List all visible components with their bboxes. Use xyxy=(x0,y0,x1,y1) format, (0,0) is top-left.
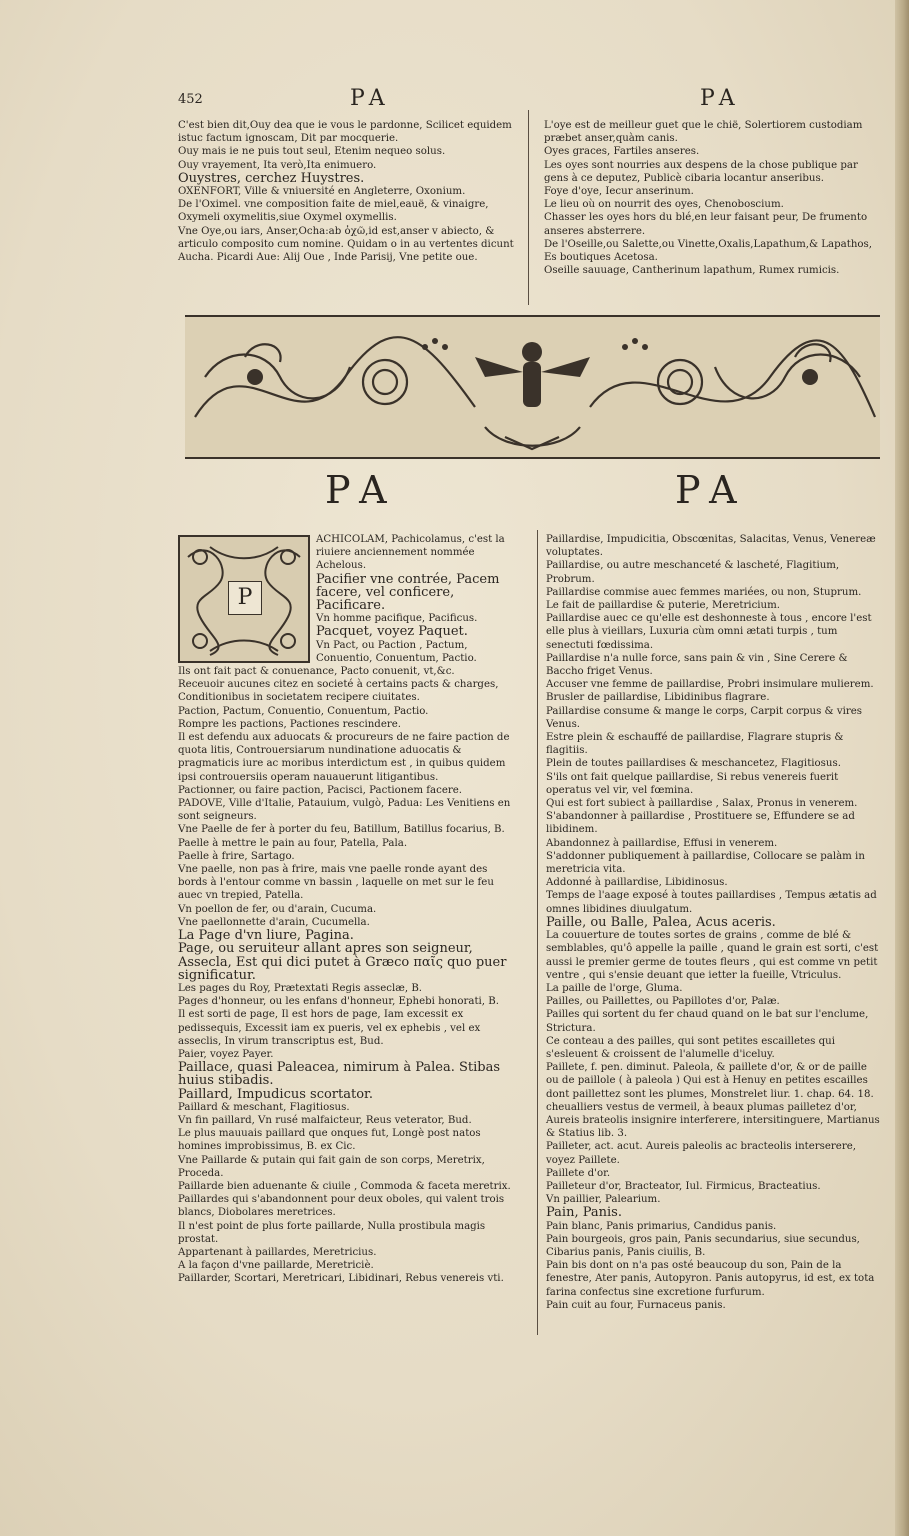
dictionary-entry: Il est sorti de page, Il est hors de page, Iam excessit ex pedissequis, Excessit iam ex pueris, vel ex ephebis , vel ex asseclis, In virum transcriptus est, Bud. xyxy=(178,1009,481,1047)
dictionary-entry: Ouystres, cerchez Huystres. xyxy=(178,170,365,186)
dictionary-entry: Les oyes sont nourries aux despens de la chose publique par gens à ce deputez, Publicè cibaria locantur anseribus. xyxy=(544,159,858,184)
dictionary-entry: Ouy vrayement, Ita verò,Ita enimuero. xyxy=(178,159,377,171)
dictionary-entry: Pain cuit au four, Furnaceus panis. xyxy=(546,1299,726,1311)
dictionary-entry: Paillete d'or. xyxy=(546,1167,611,1179)
initial-letter: P xyxy=(228,581,262,615)
dictionary-entry: Ouy mais ie ne puis tout seul, Etenim nequeo solus. xyxy=(178,146,446,158)
column-rule-main xyxy=(537,530,538,1335)
dictionary-entry: Appartenant à paillardes, Meretricius. xyxy=(178,1246,377,1258)
dictionary-entry: S'addonner publiquement à paillardise, Collocare se palàm in meretricia vita. xyxy=(546,850,865,876)
dictionary-entry: Pailles qui sortent du fer chaud quand on le bat sur l'enclume, Strictura. xyxy=(546,1009,869,1034)
main-left-column xyxy=(178,533,518,1286)
dictionary-entry: Ce conteau a des pailles, qui sont petites escailletes qui s'esleuent & croissent de l'alumelle d'iceluy. xyxy=(546,1035,835,1060)
dictionary-entry: Vne Oye,ou iars, Anser,Ocha:ab ὀχῶ,id est,anser v abiecto, & articulo composito cum nomine. Quidam o in au vertentes dicunt Aucha. Picardi Aue: Alij Oue , Inde Parisij, Vne petite oue. xyxy=(178,225,514,264)
dictionary-entry: Paillace, quasi Paleacea, nimirum à Palea. Stibas huius stibadis. xyxy=(178,1060,501,1089)
dictionary-entry: Paillardes qui s'abandonnent pour deux oboles, qui valent trois blancs, Diobolares meretrices. xyxy=(178,1194,505,1219)
dictionary-entry: Vne paellonnette d'arain, Cucumella. xyxy=(178,916,370,928)
section-head-left: PA xyxy=(325,468,399,512)
dictionary-entry: Pain bis dont on n'a pas osté beaucoup du son, Pain de la fenestre, Ater panis, Autopyron. Panis autopyrus, id est, ex tota farina confectus sine excretione furfurum. xyxy=(546,1260,875,1298)
dictionary-entry: S'ils ont fait quelque paillardise, Si rebus venereis fuerit operatus vel vir, vel fœmina. xyxy=(546,771,839,796)
dictionary-entry: Pain, Panis. xyxy=(546,1205,622,1221)
dictionary-entry: Pain blanc, Panis primarius, Candidus panis. xyxy=(546,1220,777,1232)
dictionary-entry: OXENFORT, Ville & vniuersité en Angleterre, Oxonium. xyxy=(178,186,466,198)
dictionary-entry: De l'Oseille,ou Salette,ou Vinette,Oxalis,Lapathum,& Lapathos, Es boutiques Acetosa. xyxy=(544,238,872,264)
dictionary-entry: S'abandonner à paillardise , Prostituere se, Effundere se ad libidinem. xyxy=(546,811,855,836)
dictionary-entry: Vn paillier, Palearium. xyxy=(546,1194,661,1206)
dictionary-entry: Plein de toutes paillardises & meschancetez, Flagitiosus. xyxy=(546,758,841,770)
running-head-left: PA xyxy=(350,86,391,111)
ornament-scroll-icon xyxy=(185,317,880,457)
dictionary-entry: Vne Paelle de fer à porter du feu, Batillum, Batillus focarius, B. xyxy=(178,824,505,836)
dictionary-entry: Brusler de paillardise, Libidinibus flagrare. xyxy=(546,692,770,704)
dictionary-entry: Pailleteur d'or, Bracteator, Iul. Firmicus, Bracteatius. xyxy=(546,1180,821,1192)
dictionary-entry: La paille de l'orge, Gluma. xyxy=(546,982,683,994)
dictionary-entry: Pacifier vne contrée, Pacem facere, vel conficere, Pacificare. xyxy=(316,571,500,614)
dictionary-entry: Oyes graces, Fartiles anseres. xyxy=(544,146,700,158)
dictionary-entry: Foye d'oye, Iecur anserinum. xyxy=(544,186,694,198)
dictionary-entry: Chasser les oyes hors du blé,en leur faisant peur, De frumento anseres absterrere. xyxy=(544,212,868,237)
dictionary-entry: Paelle à frire, Sartago. xyxy=(178,850,295,862)
top-right-column xyxy=(544,119,880,277)
dictionary-entry: Vn Pact, ou Paction , Pactum, Conuentio, Conuentum, Pactio. xyxy=(316,639,477,664)
dictionary-entry: Il est defendu aux aduocats & procureurs de ne faire paction de quota litis, Controuersiarum nundinatione aduocatis & pragmaticis iure ac moribus interdictum est , in quibus quidem ipsi controuersiis operam nauauerunt litigantibus. xyxy=(178,732,510,783)
dictionary-entry: Le plus mauuais paillard que onques fut, Longè post natos homines improbissimus, B. ex Cic. xyxy=(178,1128,481,1153)
dictionary-entry: Rompre les pactions, Pactiones rescindere. xyxy=(178,718,401,730)
dictionary-entry: La Page d'vn liure, Pagina. xyxy=(178,928,354,944)
dictionary-entry: Abandonnez à paillardise, Effusi in venerem. xyxy=(546,837,778,849)
column-rule-top xyxy=(528,110,529,305)
dictionary-entry: Paillardise n'a nulle force, sans pain & vin , Sine Cerere & Baccho friget Venus. xyxy=(546,652,848,678)
dictionary-entry: Paille, ou Balle, Palea, Acus aceris. xyxy=(546,914,776,930)
dictionary-entry: Paillardise consume & mange le corps, Carpit corpus & vires Venus. xyxy=(546,705,862,730)
page-edge xyxy=(895,0,909,1536)
dictionary-entry: Paillarder, Scortari, Meretricari, Libidinari, Rebus venereis vti. xyxy=(178,1273,504,1285)
ornamental-band xyxy=(185,315,880,459)
dictionary-entry: Accuser vne femme de paillardise, Probri insimulare mulierem. xyxy=(546,679,874,691)
dictionary-entry: Pailles, ou Paillettes, ou Papillotes d'or, Palæ. xyxy=(546,996,780,1008)
main-right-column xyxy=(546,533,882,1312)
dictionary-entry: PADOVE, Ville d'Italie, Patauium, vulgò, Padua: Les Venitiens en sont seigneurs. xyxy=(178,798,511,823)
dictionary-entry: Paelle à mettre le pain au four, Patella, Pala. xyxy=(178,837,408,849)
section-head-right: PA xyxy=(675,468,749,512)
dictionary-entry: Paillardise auec ce qu'elle est deshonneste à tous , encore l'est elle plus à vieillars, Luxuria cùm omni ætati turpis , tum senectuti fœdissima. xyxy=(546,613,872,651)
dictionary-entry: Page, ou seruiteur allant apres son seigneur, Assecla, Est qui dici putet à Græco παῖς quo puer significatur. xyxy=(178,941,507,983)
dictionary-entry: Le fait de paillardise & puterie, Meretricium. xyxy=(546,600,780,612)
dictionary-entry: Paillard & meschant, Flagitiosus. xyxy=(178,1101,350,1113)
dictionary-entry: Temps de l'aage exposé à toutes paillardises , Tempus ætatis ad omnes libidines diuulgatum. xyxy=(546,890,877,915)
dictionary-entry: C'est bien dit,Ouy dea que ie vous le pardonne, Scilicet equidem istuc factum ignoscam, Dit par mocquerie. xyxy=(178,120,512,145)
dictionary-entry: Oseille sauuage, Cantherinum lapathum, Rumex rumicis. xyxy=(544,265,840,277)
dictionary-entry: Paillete, f. pen. diminut. Paleola, & paillete d'or, & or de paille ou de paillole ( à paleola ) Qui est à Henuy en petites escailles dont paillettez sont les plumes, Monstrelet liur. 1. chap. 64. 18. cheualliers vestus de vermeil, à beaux plumas pailletez d'or, Aureis brateolis insignire interferere, intersitinguere, Martianus & Statius lib. 3. xyxy=(546,1062,880,1140)
dictionary-entry: L'oye est de meilleur guet que le chië, Solertiorem custodiam præbet anser,quàm canis. xyxy=(544,120,863,145)
top-left-column xyxy=(178,119,518,264)
dictionary-entry: Qui est fort subiect à paillardise , Salax, Pronus in venerem. xyxy=(546,798,858,810)
running-head-right: PA xyxy=(700,86,741,111)
dictionary-entry: Paillardise commise auec femmes mariées, ou non, Stuprum. xyxy=(546,586,862,598)
dictionary-entry: Les pages du Roy, Prætextati Regis asseclæ, B. xyxy=(178,982,423,994)
dictionary-entry: La couuerture de toutes sortes de grains , comme de blé & semblables, qu'ô appelle la paille , quand le grain est sorti, c'est aussi le premier germe de toutes fleurs , qui est comme vn petit ventre , qui s'ensie deuant que ietter la fueille, Vtriculus. xyxy=(546,930,879,981)
dictionary-entry: Paier, voyez Payer. xyxy=(178,1048,274,1060)
dictionary-entry: Ils ont fait pact & conuenance, Pacto conuenit, vt,&c. xyxy=(178,666,455,678)
dictionary-entry: Pacquet, voyez Paquet. xyxy=(316,624,468,640)
dictionary-entry: Addonné à paillardise, Libidinosus. xyxy=(546,877,728,889)
dictionary-entry: Paction, Pactum, Conuentio, Conuentum, Pactio. xyxy=(178,705,429,717)
page-number: 452 xyxy=(178,92,203,107)
dictionary-entry: Il n'est point de plus forte paillarde, Nulla prostibula magis prostat. xyxy=(178,1220,486,1245)
dictionary-entry: Paillardise, Impudicitia, Obscœnitas, Salacitas, Venus, Venereæ voluptates. xyxy=(546,534,876,559)
dictionary-entry: Paillarde bien aduenante & ciuile , Commoda & faceta meretrix. xyxy=(178,1180,511,1192)
dictionary-entry: A la façon d'vne paillarde, Meretriciè. xyxy=(178,1260,374,1272)
dictionary-entry: Pages d'honneur, ou les enfans d'honneur, Ephebi honorati, B. xyxy=(178,996,499,1008)
dictionary-entry: Paillard, Impudicus scortator. xyxy=(178,1086,373,1102)
dictionary-entry: ACHICOLAM, Pachicolamus, c'est la riuiere anciennement nommée Achelous. xyxy=(316,534,505,572)
dictionary-entry: Estre plein & eschauffé de paillardise, Flagrare stupris & flagitiis. xyxy=(546,732,844,757)
dictionary-entry: Vne Paillarde & putain qui fait gain de son corps, Meretrix, Proceda. xyxy=(178,1154,485,1179)
dictionary-entry: Vne paelle, non pas à frire, mais vne paelle ronde ayant des bords à l'entour comme vn bassin , laquelle on met sur le feu auec vn trepied, Patella. xyxy=(178,864,494,902)
dictionary-entry: Pain bourgeois, gros pain, Panis secundarius, siue secundus, Cibarius panis, Panis ciuilis, B. xyxy=(546,1233,860,1258)
dictionary-entry: De l'Oximel. vne composition faite de miel,eauë, & vinaigre, Oxymeli oxymelitis,siue Oxymel oxymellis. xyxy=(178,199,489,224)
dictionary-entry: Vn poellon de fer, ou d'arain, Cucuma. xyxy=(178,903,377,915)
dictionary-entry: Vn fin paillard, Vn rusé malfaicteur, Reus veterator, Bud. xyxy=(178,1114,472,1126)
dictionary-entry: Pailleter, act. acut. Aureis paleolis ac bracteolis interserere, voyez Paillete. xyxy=(546,1141,856,1166)
dictionary-entry: Pactionner, ou faire paction, Pacisci, Pactionem facere. xyxy=(178,784,463,796)
dictionary-entry: Receuoir aucunes citez en societé à certains pacts & charges, Conditionibus in societatem recipere ciuitates. xyxy=(178,679,499,704)
dictionary-entry: Paillardise, ou autre meschanceté & lascheté, Flagitium, Probrum. xyxy=(546,560,840,585)
dictionary-entry: Le lieu où on nourrit des oyes, Chenoboscium. xyxy=(544,199,784,211)
decorated-initial xyxy=(178,535,310,663)
dictionary-entry: Vn homme pacifique, Pacificus. xyxy=(316,613,478,625)
